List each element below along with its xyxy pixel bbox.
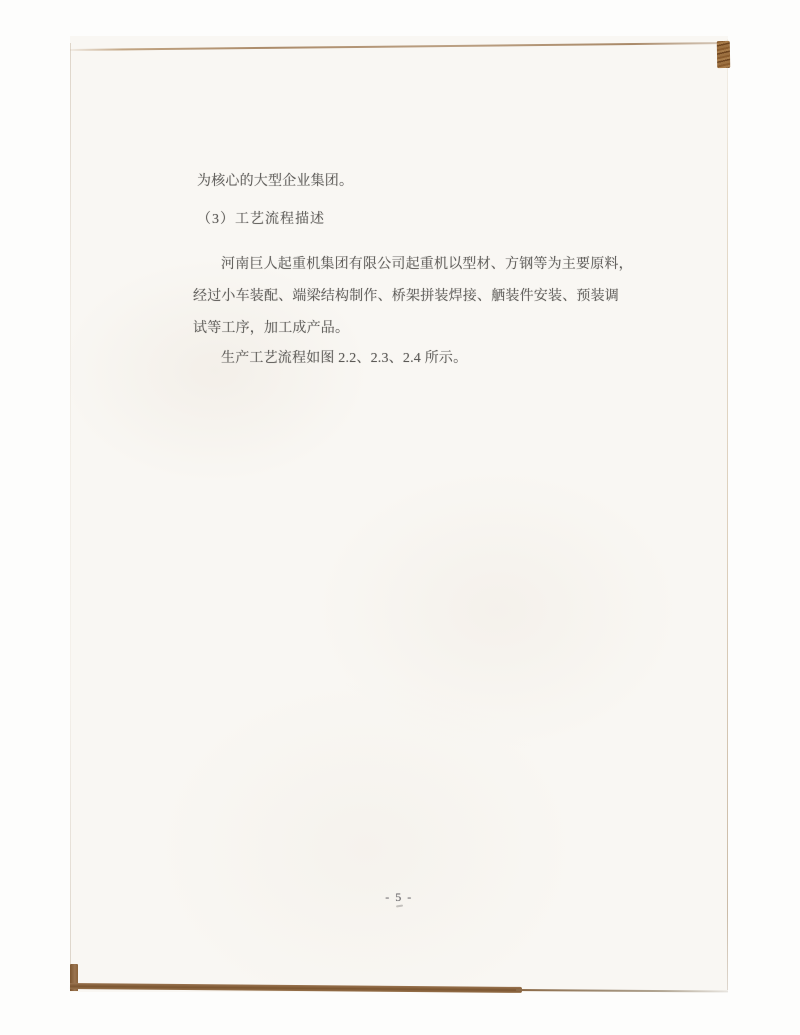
paper-right-edge — [727, 39, 728, 990]
section-heading: （3）工艺流程描述 — [197, 212, 325, 227]
page-number: - 5 - — [385, 890, 413, 904]
binding-residue-top-right — [717, 41, 730, 68]
paragraph-continuation-line: 为核心的大型企业集团。 — [197, 174, 354, 189]
paragraph1-line3: 试等工序，加工成产品。 — [193, 321, 350, 336]
paper-left-edge — [70, 43, 71, 965]
paragraph2-line1: 生产工艺流程如图 2.2、2.3、2.4 所示。 — [221, 351, 468, 366]
scan-smudge — [396, 905, 403, 907]
scanned-document-page — [70, 36, 728, 992]
paragraph1-line1: 河南巨人起重机集团有限公司起重机以型材、方钢等为主要原料， — [221, 257, 633, 272]
paragraph1-line2: 经过小车装配、端梁结构制作、桥架拼装焊接、舾装件安装、预装调 — [193, 289, 619, 304]
